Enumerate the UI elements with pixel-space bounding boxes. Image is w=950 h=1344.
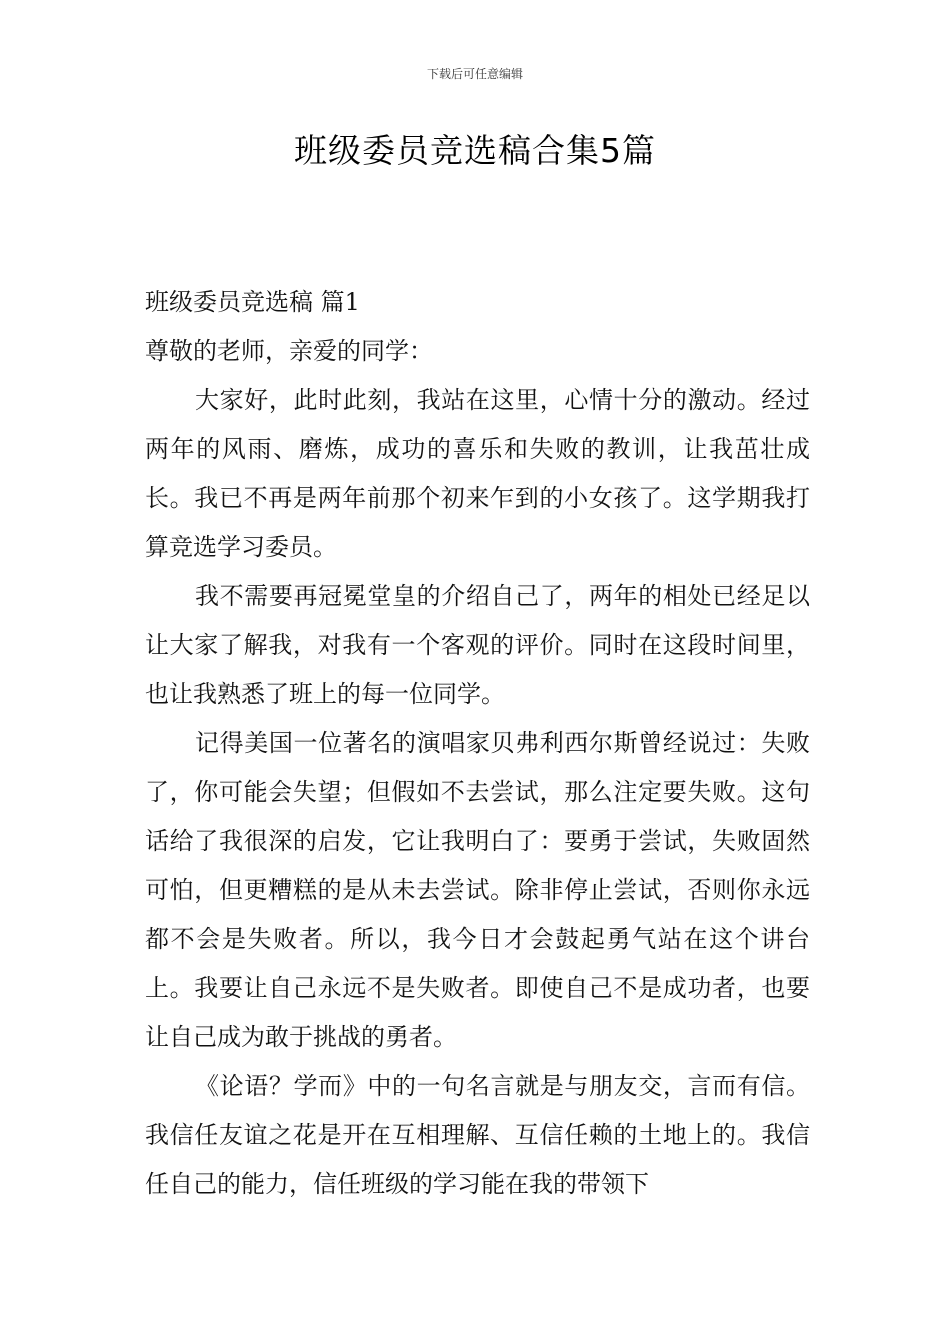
document-body bbox=[145, 278, 810, 1209]
paragraph-1: 大家好，此时此刻，我站在这里，心情十分的激动。经过两年的风雨、磨炼，成功的喜乐和失败的教训，让我茁壮成长。我已不再是两年前那个初来乍到的小女孩了。这学期我打算竞选学习委员。 bbox=[145, 386, 810, 561]
section-heading: 班级委员竞选稿 篇1 bbox=[145, 288, 360, 316]
document-title: 班级委员竞选稿合集5篇 bbox=[294, 131, 656, 170]
header-note: 下载后可任意编辑 bbox=[426, 67, 523, 81]
paragraph-4: 《论语？学而》中的一句名言就是与朋友交，言而有信。我信任友谊之花是开在互相理解、互信任赖的土地上的。我信任自己的能力，信任班级的学习能在我的带领下 bbox=[145, 1072, 810, 1198]
salutation: 尊敬的老师，亲爱的同学： bbox=[145, 337, 433, 365]
paragraph-2: 我不需要再冠冕堂皇的介绍自己了，两年的相处已经足以让大家了解我，对我有一个客观的评价。同时在这段时间里，也让我熟悉了班上的每一位同学。 bbox=[145, 582, 810, 708]
paragraph-3: 记得美国一位著名的演唱家贝弗利西尔斯曾经说过：失败了，你可能会失望；但假如不去尝试，那么注定要失败。这句话给了我很深的启发，它让我明白了：要勇于尝试，失败固然可怕，但更糟糕的是从未去尝试。除非停止尝试，否则你永远都不会是失败者。所以，我今日才会鼓起勇气站在这个讲台上。我要让自己永远不是失败者。即使自己不是成功者，也要让自己成为敢于挑战的勇者。 bbox=[145, 729, 810, 1051]
